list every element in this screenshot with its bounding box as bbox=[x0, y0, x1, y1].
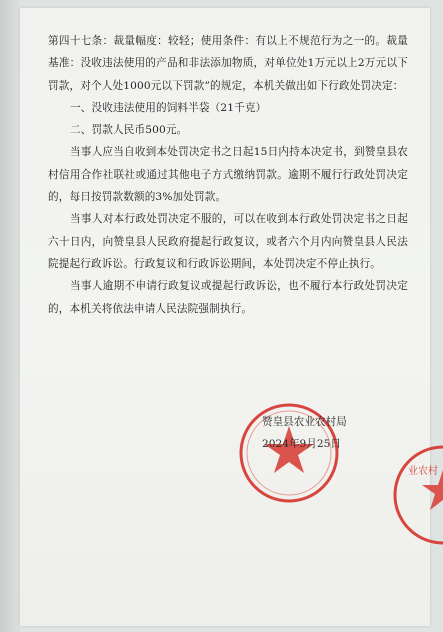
secondary-seal bbox=[388, 440, 443, 550]
page-shadow bbox=[0, 0, 20, 632]
paragraph-item-2: 二、罚款人民币500元。 bbox=[70, 124, 188, 137]
document-body bbox=[48, 30, 408, 320]
document-date: 2024年9月25日 bbox=[262, 438, 341, 450]
signature-block bbox=[262, 411, 382, 455]
paragraph-appeal: 当事人对本行政处罚决定不服的，可以在收到本行政处罚决定书之日起六十日内，向赞皇县人民政府提起行政复议，或者六个月内向赞皇县人民法院提起行政诉讼。行政复议和行政诉讼期间，本处罚决定不停止执行。 bbox=[48, 213, 408, 270]
paragraph-article: 第四十七条：裁量幅度：较轻；使用条件：有以上不规范行为之一的。裁量基准：没收违法使用的产品和非法添加物质，对单位处1万元以上2万元以下罚款，对个人处1000元以下罚款”的规定，本机关做出如下行政处罚决定： bbox=[48, 35, 408, 92]
paragraph-enforcement: 当事人逾期不申请行政复议或提起行政诉讼，也不履行本行政处罚决定的，本机关将依法申请人民法院强制执行。 bbox=[48, 280, 408, 315]
paragraph-item-1: 一、没收违法使用的饲料半袋（21千克） bbox=[70, 101, 267, 114]
paragraph-payment: 当事人应当自收到本处罚决定书之日起15日内持本决定书，到赞皇县农村信用合作社联社或通过其他电子方式缴纳罚款。逾期不履行行政处罚决定的，每日按罚款数额的3%加处罚款。 bbox=[48, 146, 408, 204]
secondary-seal-text: 业农村 bbox=[408, 466, 438, 477]
organization-name: 赞皇县农业农村局 bbox=[262, 416, 347, 428]
